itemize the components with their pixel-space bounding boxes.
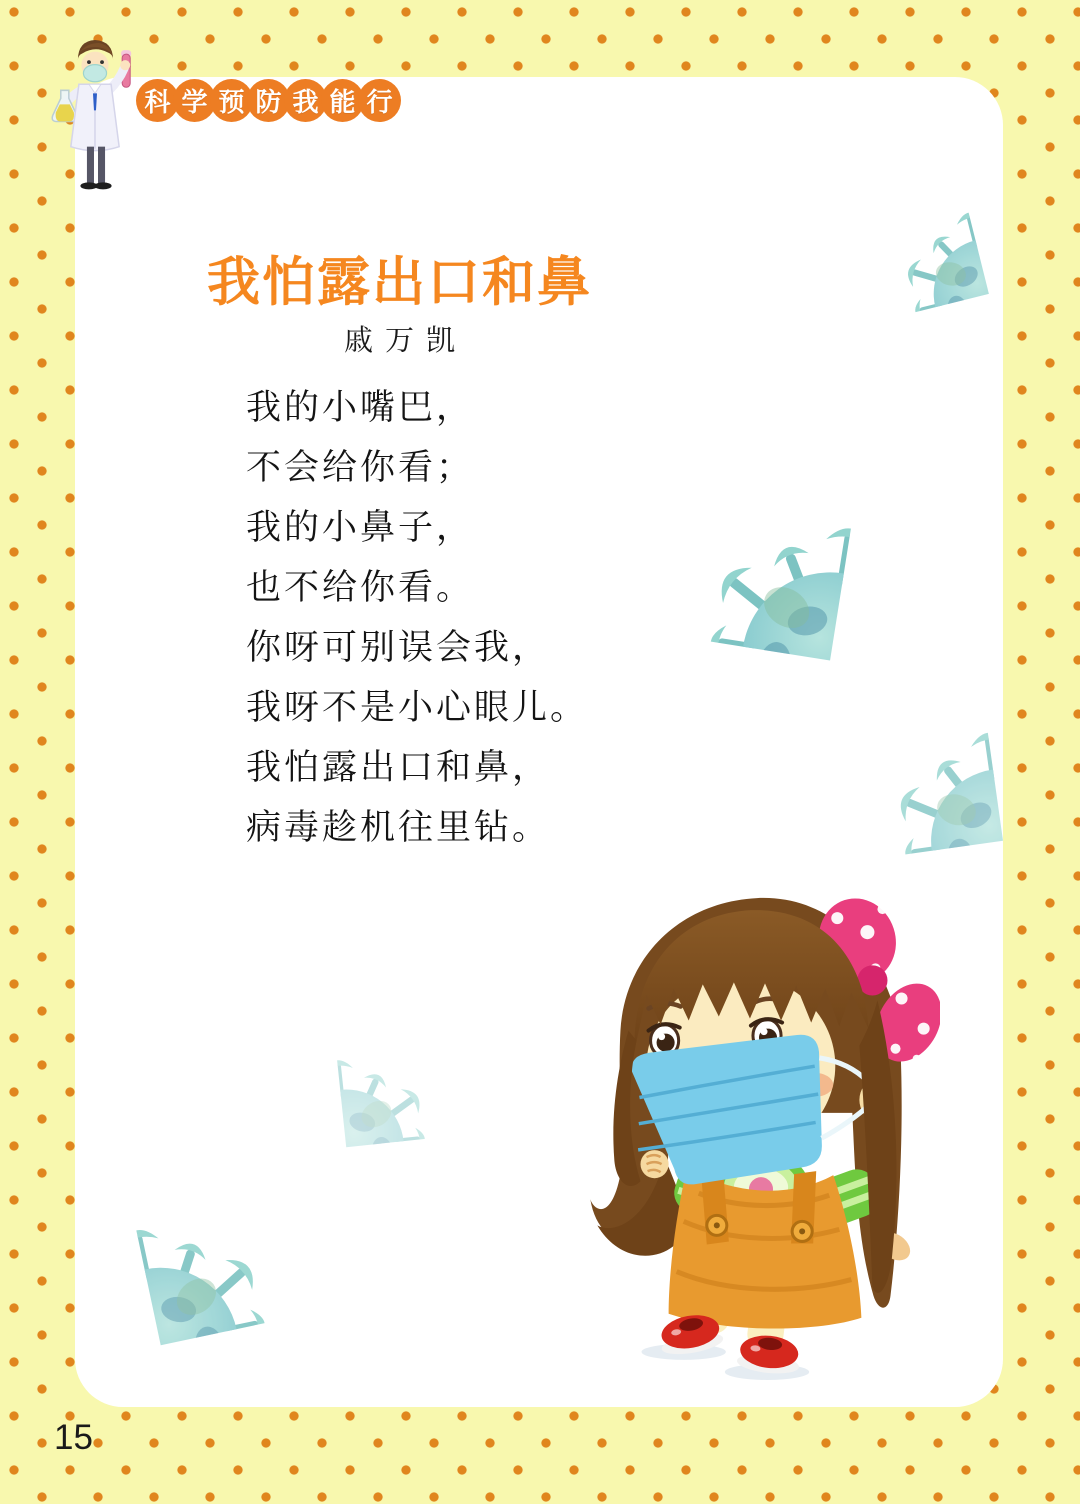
doctor-character-icon: [46, 38, 148, 204]
poem-author: 戚万凯: [344, 325, 468, 357]
poem-line: 我的小鼻子，: [246, 508, 475, 547]
poem-line: 我呀不是小心眼儿。: [246, 688, 589, 727]
girl-with-mask-icon: [588, 880, 940, 1382]
badge-char: 能: [321, 79, 364, 122]
poem-title: 我怕露出口和鼻: [207, 253, 592, 312]
badge-char: 学: [173, 79, 216, 122]
virus-icon: [550, 336, 875, 661]
doctor-mask: [83, 65, 106, 82]
jumper-dress: [669, 1169, 862, 1328]
badge-char: 我: [284, 79, 327, 122]
virus-icon: [109, 1049, 406, 1346]
badge-char: 防: [247, 79, 290, 122]
section-badge: [136, 79, 395, 122]
badge-char: 行: [358, 79, 401, 122]
poem-line: 你呀可别误会我，: [246, 628, 551, 667]
page-number: 15: [54, 1418, 93, 1457]
virus-icon: [741, 611, 1003, 873]
poem-line: 我的小嘴巴，: [246, 388, 475, 427]
poem-line: 病毒趁机往里钻。: [246, 808, 551, 847]
badge-char: 预: [210, 79, 253, 122]
poem-line: 不会给你看；: [246, 448, 475, 487]
poem-body: [246, 384, 588, 864]
poem-line: 也不给你看。: [246, 568, 475, 607]
badge-char: 科: [136, 79, 179, 122]
poem-line: 我怕露出口和鼻，: [246, 748, 551, 787]
